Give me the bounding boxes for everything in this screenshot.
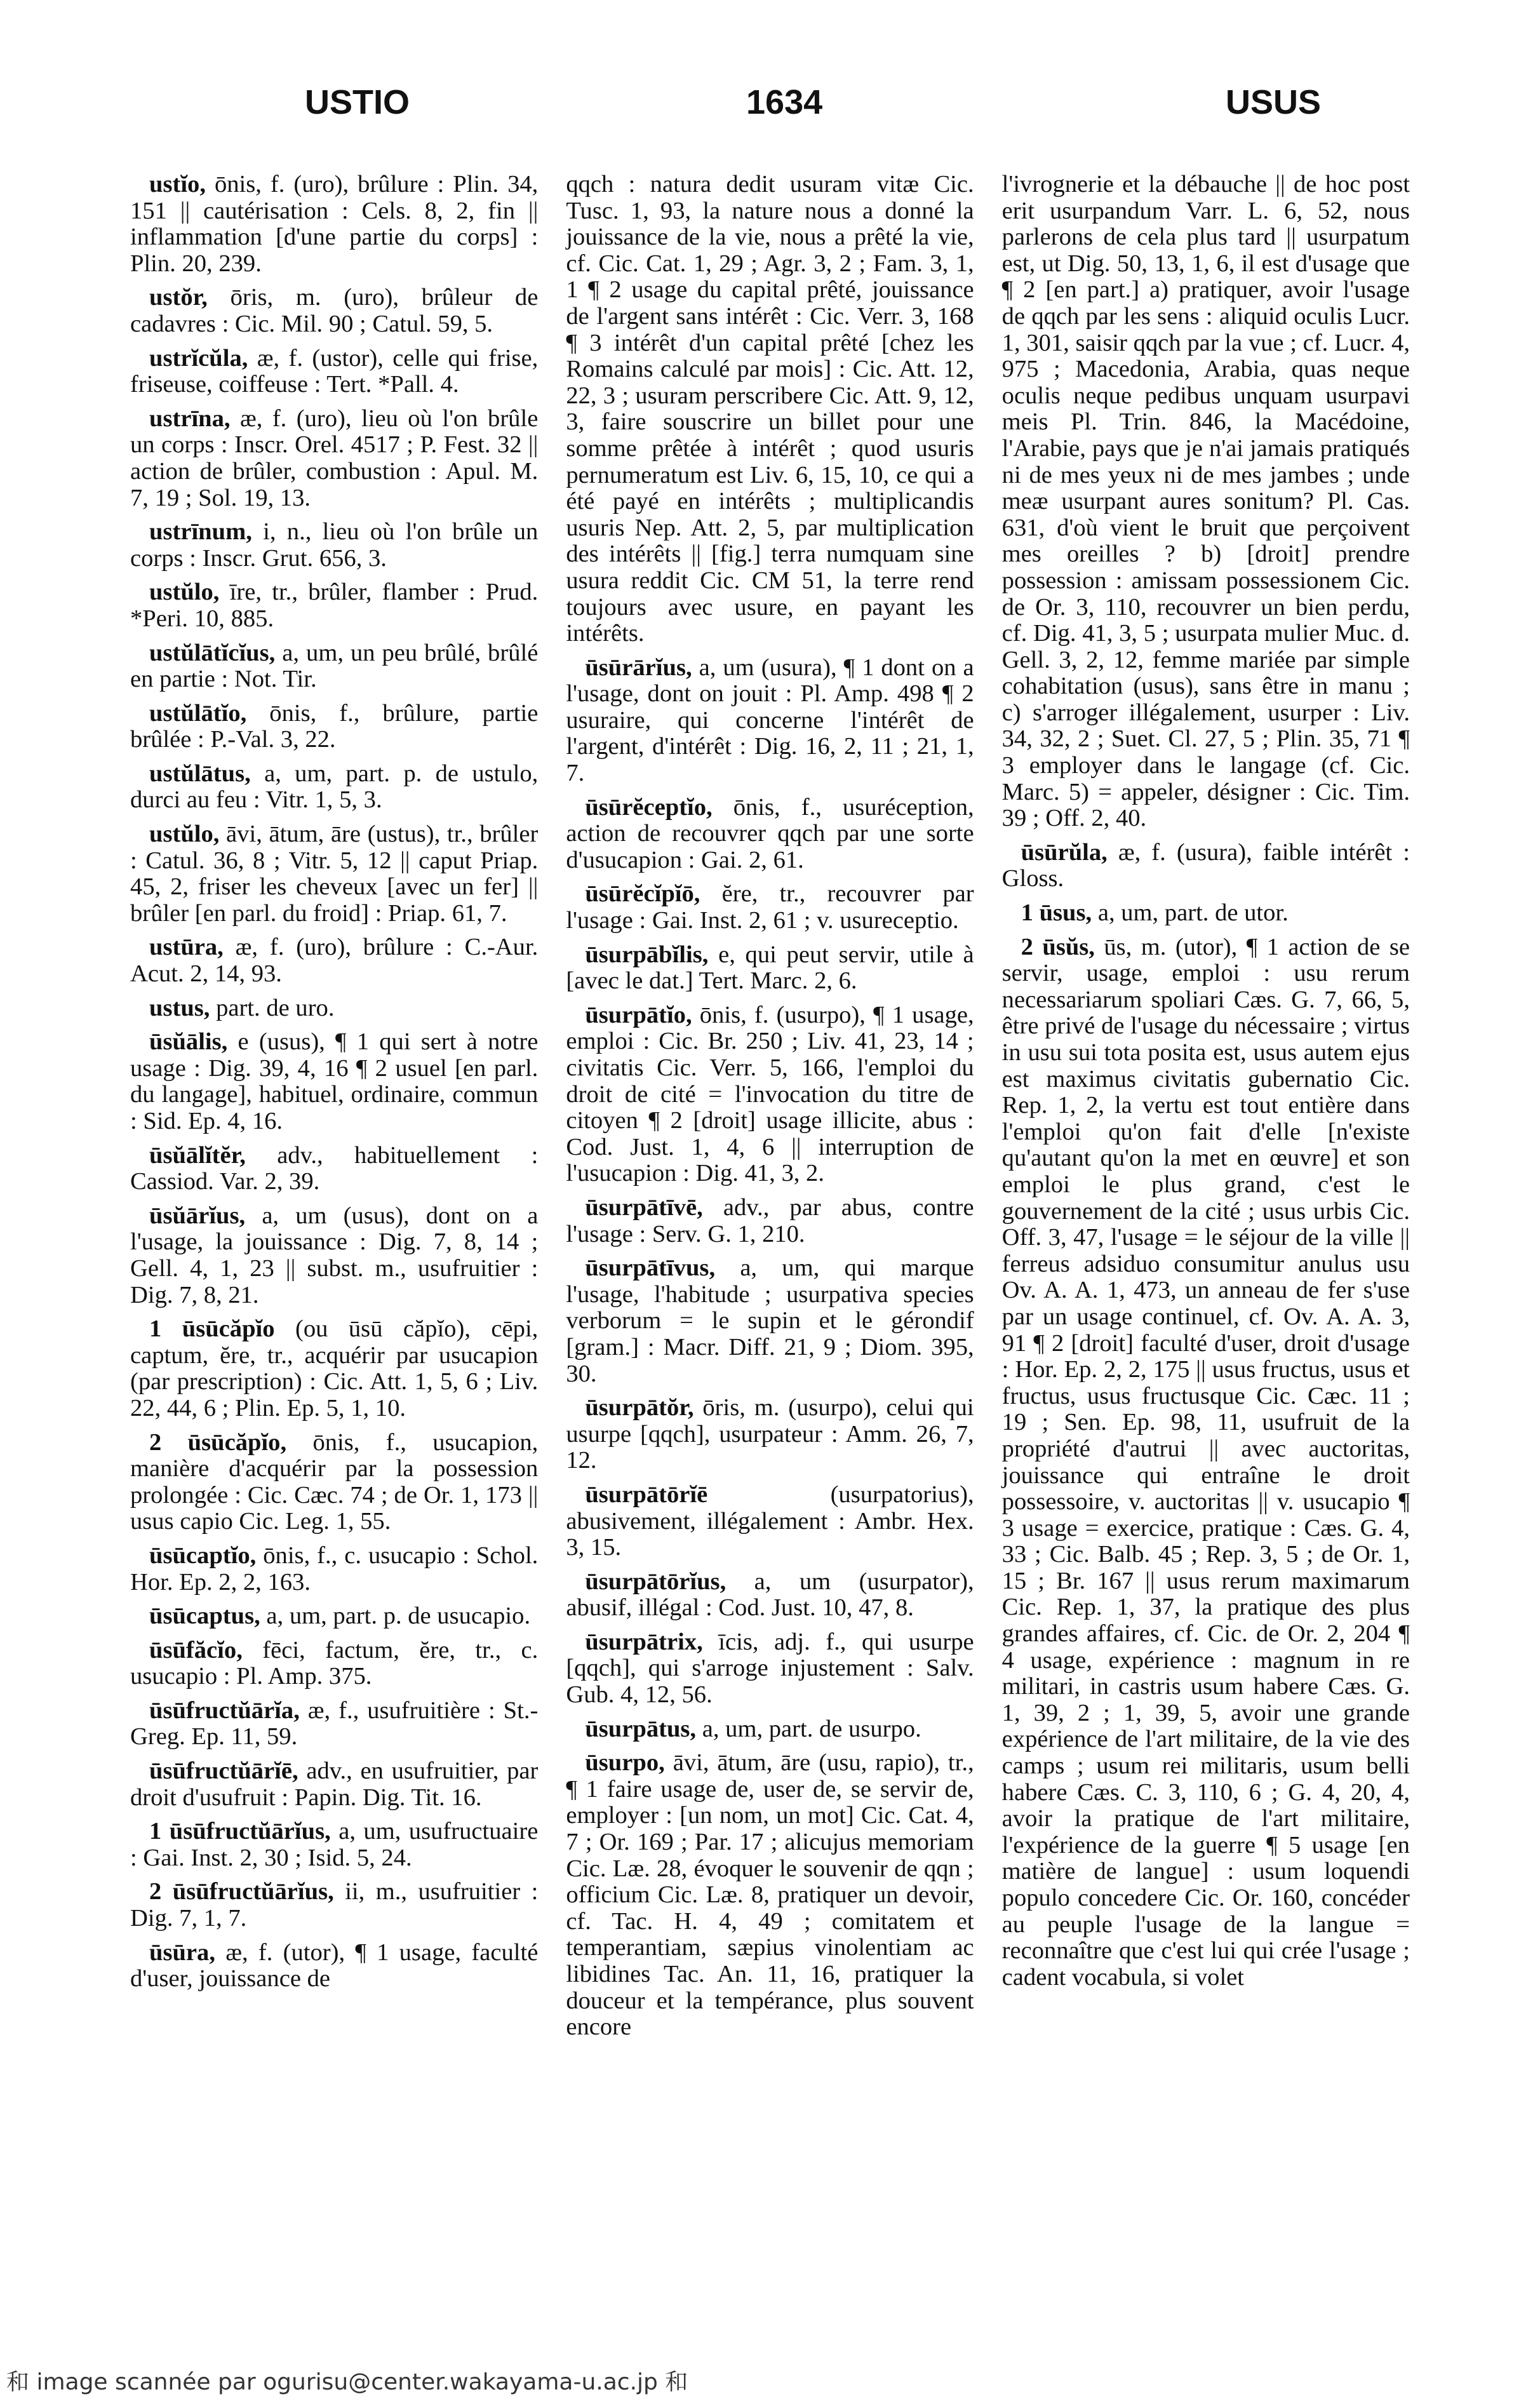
entry-headword: ūsūfăcĭo, bbox=[149, 1636, 243, 1663]
dictionary-entry bbox=[130, 934, 538, 987]
dictionary-entry bbox=[130, 1698, 538, 1751]
dictionary-entry bbox=[566, 795, 974, 874]
entry-text: æ, f. (utor), ¶ 1 usage, faculté d'user, jouissance de bbox=[130, 1939, 539, 1993]
dictionary-entry bbox=[566, 1482, 974, 1561]
entry-text: a, um, usufructuaire : Gai. Inst. 2, 30 ; Isid. 5, 24. bbox=[130, 1818, 539, 1871]
entry-headword: ustūra, bbox=[149, 934, 224, 961]
entry-headword: ustŭlātĭcĭus, bbox=[149, 639, 276, 666]
entry-text: ĕre, tr., recouvrer par l'usage : Gai. Inst. 2, 61 ; v. usureceptio. bbox=[566, 880, 974, 934]
entry-text: e (usus), ¶ 1 qui sert à notre usage : Dig. 39, 4, 16 ¶ 2 usuel [en parl. du langage], habituel, ordinaire, commun : Sid. Ep. 4, 16. bbox=[130, 1028, 539, 1134]
dictionary-entry bbox=[1002, 934, 1410, 1991]
entry-text: a, um (usurpator), abusif, illégal : Cod. Just. 10, 47, 8. bbox=[566, 1568, 974, 1622]
entry-headword: ūsŭālis, bbox=[149, 1028, 228, 1056]
entry-headword: ūsūfructŭārĭē, bbox=[149, 1757, 298, 1785]
entry-headword: ūsūrŭla, bbox=[1021, 838, 1108, 866]
dictionary-entry bbox=[566, 655, 974, 787]
entry-headword: 1 ūsūcăpĭo bbox=[149, 1315, 275, 1343]
entry-headword: ūsurpo, bbox=[585, 1749, 665, 1777]
entry-headword: ūsūfructŭārĭa, bbox=[149, 1697, 300, 1724]
dictionary-entry bbox=[566, 1716, 974, 1743]
entry-text: ōnis, f., brûlure, partie brûlée : P.-Val. 3, 22. bbox=[130, 699, 539, 753]
dictionary-entry bbox=[130, 1203, 538, 1308]
entry-headword: ustŭlātĭo, bbox=[149, 699, 247, 727]
column-1 bbox=[130, 171, 538, 2325]
column-2 bbox=[566, 171, 974, 2325]
entry-text: æ, f. (uro), brûlure : C.-Aur. Acut. 2, 14, 93. bbox=[130, 934, 539, 988]
dictionary-entry bbox=[130, 1543, 538, 1596]
entry-text: qqch : natura dedit usuram vitæ Cic. Tusc. 1, 93, la nature nous a donné la jouissance de la vie, nous a prêté la vie, cf. Cic. Cat. 1, 29 ; Agr. 3, 2 ; Fam. 3, 1, 1 ¶ 2 usage du capital prêté, jouissance de l'argent sans intérêt : Cic. Verr. 3, 168 ¶ 3 intérêt d'un capital prêté [chez les Romains calculé par mois] : Cic. Att. 12, 22, 3 ; usuram perscribere Cic. Att. 9, 12, 3, faire souscrire un billet pour une somme prêtée à intérêt ; quod usuris pernumeratum est Liv. 6, 15, 10, ce qui a été payé en intérêts ; multiplicandis usuris Nep. Att. 2, 5, par multiplication des intérêts || [fig.] terra numquam sine usura reddit Cic. CM 51, la terre rend toujours avec usure, en payant les intérêts. bbox=[566, 171, 974, 647]
entry-headword: ustĭo, bbox=[149, 171, 206, 198]
entry-text: ōnis, f., c. usucapio : Schol. Hor. Ep. 2, 2, 163. bbox=[130, 1542, 539, 1596]
entry-text: adv., en usufruitier, par droit d'usufruit : Papin. Dig. Tit. 16. bbox=[130, 1757, 539, 1811]
dictionary-entry bbox=[130, 579, 538, 632]
entry-headword: ūsurpātīvē, bbox=[585, 1193, 703, 1221]
header-right-guideword: USUS bbox=[1226, 83, 1322, 121]
entry-text: ii, m., usufruitier : Dig. 7, 1, 7. bbox=[130, 1878, 539, 1932]
entry-text: l'ivrognerie et la débauche || de hoc post erit usurpandum Varr. L. 6, 52, nous parlerons de cela plus tard || usurpatum est, ut Dig. 50, 13, 1, 6, il est d'usage que ¶ 2 [en part.] a) pratiquer, avoir l'usage de qqch par les sens : aliquid oculis Lucr. 1, 301, saisir qqch par la vue ; cf. Lucr. 4, 975 ; Macedonia, Arabia, quas neque oculis neque pedibus unquam usurpavi meis Pl. Trin. 846, la Macédoine, l'Arabie, pays que je n'ai jamais pratiqués ni de mes yeux ni de mes jambes ; unde meæ usurpant aures sonitum? Pl. Cas. 631, d'où vient le bruit que perçoivent mes oreilles ? b) [droit] prendre possession : amissam possessionem Cic. de Or. 3, 110, recouvrer un bien perdu, cf. Dig. 41, 3, 5 ; usurpata mulier Muc. d. Gell. 3, 2, 12, femme mariée par simple cohabitation (usus), sans être in manu ; c) s'arroger illégalement, usurper : Liv. 34, 32, 2 ; Suet. Cl. 27, 5 ; Plin. 35, 71 ¶ 3 employer dans le langage (cf. Cic. Marc. 5) = appeler, désigner : Cic. Tim. 39 ; Off. 2, 40. bbox=[1001, 171, 1410, 832]
entry-headword: ūsŭārĭus, bbox=[149, 1202, 246, 1229]
dictionary-entry bbox=[130, 519, 538, 572]
entry-text: æ, f. (usura), faible intérêt : Gloss. bbox=[1001, 838, 1410, 892]
dictionary-entry bbox=[130, 640, 538, 693]
column-3 bbox=[1002, 171, 1410, 2325]
entry-text: æ, f. (ustor), celle qui frise, friseuse, coiffeuse : Tert. *Pall. 4. bbox=[130, 344, 539, 398]
dictionary-entry bbox=[130, 346, 538, 398]
dictionary-entry bbox=[1002, 840, 1410, 892]
dictionary-entry bbox=[130, 761, 538, 814]
dictionary-entry bbox=[130, 1430, 538, 1535]
entry-headword: ūsurpātōrĭus, bbox=[585, 1568, 726, 1595]
header-left-guideword: USTIO bbox=[305, 83, 410, 121]
dictionary-entry bbox=[130, 171, 538, 277]
dictionary-entry bbox=[130, 1143, 538, 1195]
entry-headword: ūsūrārĭus, bbox=[585, 654, 692, 681]
entry-text: æ, f. (uro), lieu où l'on brûle un corps : Inscr. Orel. 4517 ; P. Fest. 32 || action de brûler, combustion : Apul. M. 7, 19 ; Sol. 19, 13. bbox=[130, 405, 539, 511]
entry-text: (usurpatorius), abusivement, illégalement : Ambr. Hex. 3, 15. bbox=[566, 1481, 974, 1561]
entry-text: i, n., lieu où l'on brûle un corps : Inscr. Grut. 656, 3. bbox=[130, 518, 539, 572]
dictionary-entry bbox=[566, 1255, 974, 1387]
entry-headword: ustŏr, bbox=[149, 284, 208, 311]
entry-headword: 1 ūsūfructŭārĭus, bbox=[149, 1818, 331, 1845]
dictionary-entry bbox=[566, 1395, 974, 1474]
entry-headword: ūsūra, bbox=[149, 1939, 215, 1966]
dictionary-entry bbox=[130, 1029, 538, 1134]
entry-text: ōnis, f. (uro), brûlure : Plin. 34, 151 || cautérisation : Cels. 8, 2, fin || inflammation [d'une partie du corps] : Plin. 20, 239. bbox=[130, 171, 539, 277]
entry-headword: ustus, bbox=[149, 994, 210, 1021]
entry-text: ōris, m. (usurpo), celui qui usurpe [qqch], usurpateur : Amm. 26, 7, 12. bbox=[566, 1394, 974, 1474]
entry-text: a, um, un peu brûlé, brûlé en partie : Not. Tir. bbox=[130, 639, 539, 693]
entry-headword: 2 ūsūcăpĭo, bbox=[149, 1428, 287, 1456]
entry-text: īcis, adj. f., qui usurpe [qqch], qui s'arroge injustement : Salv. Gub. 4, 12, 56. bbox=[566, 1628, 974, 1709]
dictionary-entry bbox=[130, 1603, 538, 1630]
dictionary-columns bbox=[130, 171, 1410, 2325]
dictionary-entry bbox=[130, 995, 538, 1022]
entry-headword: ustrĭcŭla, bbox=[149, 344, 248, 372]
entry-text: adv., habituellement : Cassiod. Var. 2, 39. bbox=[130, 1141, 539, 1195]
dictionary-entry bbox=[566, 1569, 974, 1622]
dictionary-entry bbox=[566, 942, 974, 995]
dictionary-entry bbox=[566, 1629, 974, 1709]
entry-headword: ustŭlātus, bbox=[149, 760, 251, 787]
dictionary-entry bbox=[130, 1940, 538, 1993]
dictionary-entry bbox=[130, 701, 538, 753]
dictionary-entry bbox=[130, 1316, 538, 1421]
entry-headword: ustŭlo, bbox=[149, 821, 220, 848]
entry-text: a, um, part. p. de usucapio. bbox=[260, 1603, 531, 1630]
entry-text: part. de uro. bbox=[210, 994, 335, 1021]
entry-text: a, um, qui marque l'usage, l'habitude ; usurpativa species verborum = le supin et le gérondif [gram.] : Macr. Diff. 21, 9 ; Diom. 395, 30. bbox=[566, 1254, 974, 1387]
entry-text: a, um, part. p. de ustulo, durci au feu : Vitr. 1, 5, 3. bbox=[130, 760, 539, 814]
entry-text: ōris, m. (uro), brûleur de cadavres : Cic. Mil. 90 ; Catul. 59, 5. bbox=[130, 284, 539, 337]
entry-headword: ūsurpātĭo, bbox=[585, 1001, 692, 1028]
dictionary-entry bbox=[130, 1818, 538, 1871]
entry-headword: ūsurpātŏr, bbox=[585, 1394, 694, 1421]
entry-text: (ou ūsū căpĭo), cēpi, captum, ĕre, tr., acquérir par usucapion (par prescription) : Cic. Att. 1, 5, 6 ; Liv. 22, 44, 6 ; Plin. Ep. 5, 1, 10. bbox=[130, 1315, 539, 1421]
entry-headword: ūsūcaptĭo, bbox=[149, 1542, 257, 1569]
entry-headword: ūsurpābĭlis, bbox=[585, 941, 709, 968]
entry-text: ōnis, f., usucapion, manière d'acquérir par la possession prolongée : Cic. Cæc. 74 ; de Or. 1, 173 || usus capio Cic. Leg. 1, 55. bbox=[130, 1428, 539, 1535]
entry-text: æ, f., usufruitière : St.-Greg. Ep. 11, 59. bbox=[130, 1697, 539, 1751]
dictionary-entry bbox=[566, 881, 974, 934]
entry-headword: ūsŭālĭtĕr, bbox=[149, 1141, 246, 1169]
entry-headword: ustrīnum, bbox=[149, 518, 252, 546]
entry-text: adv., par abus, contre l'usage : Serv. G. 1, 210. bbox=[566, 1193, 974, 1247]
entry-text: ōnis, f., usuréception, action de recouvrer qqch par une sorte d'usucapion : Gai. 2, 61. bbox=[566, 793, 974, 873]
dictionary-entry bbox=[566, 171, 974, 647]
entry-headword: ūsūrĕcĭpĭō, bbox=[585, 880, 700, 908]
entry-text: a, um (usus), dont on a l'usage, la jouissance : Dig. 7, 8, 14 ; Gell. 4, 1, 23 || subst. m., usufruitier : Dig. 7, 8, 21. bbox=[130, 1202, 539, 1308]
entry-headword: ustŭlo, bbox=[149, 579, 220, 606]
entry-text: āvi, ātum, āre (usu, rapio), tr., ¶ 1 faire usage de, user de, se servir de, employer : [un nom, un mot] Cic. Cat. 4, 7 ; Or. 169 ; Par. 17 ; alicujus memoriam Cic. Læ. 28, évoquer le souvenir de qqn ; officium Cic. Læ. 8, pratiquer un devoir, cf. Tac. H. 4, 49 ; comitatem et temperantiam, sæpius vinolentiam ac libidines Tac. An. 11, 16, pratiquer la douceur et la tempérance, plus souvent encore bbox=[566, 1749, 974, 2041]
dictionary-entry bbox=[1002, 171, 1410, 832]
entry-text: a, um, part. de usurpo. bbox=[696, 1715, 921, 1742]
entry-headword: ūsurpātus, bbox=[585, 1715, 697, 1742]
dictionary-entry bbox=[130, 821, 538, 927]
dictionary-entry bbox=[130, 1758, 538, 1811]
dictionary-entry bbox=[566, 1750, 974, 2041]
dictionary-entry bbox=[566, 1195, 974, 1247]
entry-text: fēci, factum, ĕre, tr., c. usucapio : Pl. Amp. 375. bbox=[130, 1636, 539, 1690]
entry-headword: ūsurpātrix, bbox=[585, 1628, 703, 1655]
entry-text: āvi, ātum, āre (ustus), tr., brûler : Catul. 36, 8 ; Vitr. 5, 12 || caput Priap. 45, 2, friser les cheveux [avec un fer] || brûler [en parl. du froid] : Priap. 61, 7. bbox=[130, 821, 539, 927]
entry-headword: ūsurpātōrĭē bbox=[585, 1481, 708, 1508]
entry-text: e, qui peut servir, utile à [avec le dat.] Tert. Marc. 2, 6. bbox=[566, 941, 974, 995]
entry-headword: ustrīna, bbox=[149, 405, 231, 432]
entry-text: ūs, m. (utor), ¶ 1 action de se servir, usage, emploi : usu rerum necessariarum spoliari Cæs. G. 7, 66, 5, être privé de l'usage du nécessaire ; virtus in usu sui tota posita est, usus autem ejus est maximus civitatis gubernatio Cic. Rep. 1, 2, la vertu est tout entière dans l'emploi qu'on fait d'elle [n'existe qu'autant qu'on la met en œuvre] et son emploi le plus grand, c'est le gouvernement de la cité ; usus urbis Cic. Off. 3, 47, l'usage = le séjour de la ville || ferreus adsiduo consumitur anulus usu Ov. A. A. 1, 473, un anneau de fer s'use par un usage continuel, cf. Ov. A. A. 3, 91 ¶ 2 [droit] faculté d'user, droit d'usage : Hor. Ep. 2, 2, 175 || usus fructus, usus et fructus, usus fructusque Cic. Cæc. 11 ; 19 ; Sen. Ep. 98, 11, usufruit de la propriété d'autrui || avec auctoritas, jouissance qui entraîne le droit possessoire, v. auctoritas || v. usucapio ¶ 3 usage = exercice, pratique : Cæs. G. 4, 33 ; Cic. Balb. 45 ; Rep. 3, 5 ; de Or. 1, 15 ; Br. 167 || usus rerum maximarum Cic. Rep. 1, 37, la pratique des plus grandes affaires, cf. Cic. de Or. 2, 204 ¶ 4 usage, expérience : magnum in re militari, in castris usum habere Cæs. G. 1, 39, 2 ; 1, 39, 5, avoir une grande expérience de l'art militaire, de la vie des camps ; usum rei militaris, usum belli habere Cæs. C. 3, 110, 6 ; G. 4, 20, 4, avoir la pratique de l'art militaire, l'expérience de la guerre ¶ 5 usage [en matière de langue] : usum loquendi populo concedere Cic. Or. 160, concéder au peuple l'usage de la langue = reconnaître que c'est lui qui crée l'usage ; cadent vocabula, si volet bbox=[1001, 933, 1410, 1991]
dictionary-entry bbox=[130, 1637, 538, 1690]
page-header bbox=[0, 83, 1540, 133]
dictionary-entry bbox=[130, 1879, 538, 1932]
entry-headword: 1 ūsus, bbox=[1021, 899, 1092, 927]
entry-headword: ūsurpātīvus, bbox=[585, 1254, 716, 1282]
scan-credit: 和 image scannée par ogurisu@center.wakayama-u.ac.jp 和 bbox=[6, 2369, 688, 2395]
entry-headword: 2 ūsūfructŭārĭus, bbox=[149, 1878, 334, 1905]
dictionary-entry bbox=[130, 285, 538, 337]
page-number: 1634 bbox=[746, 83, 823, 121]
dictionary-entry bbox=[130, 406, 538, 511]
entry-headword: 2 ūsŭs, bbox=[1021, 933, 1095, 960]
entry-text: īre, tr., brûler, flamber : Prud. *Peri. 10, 885. bbox=[130, 579, 539, 632]
entry-text: a, um, part. de utor. bbox=[1092, 899, 1289, 927]
entry-text: ōnis, f. (usurpo), ¶ 1 usage, emploi : Cic. Br. 250 ; Liv. 41, 23, 14 ; civitatis Cic. Verr. 5, 166, l'emploi du droit de cité = l'invocation du titre de citoyen ¶ 2 [droit] usage illicite, abus : Cod. Just. 1, 4, 6 || interruption de l'usucapion : Dig. 41, 3, 2. bbox=[566, 1001, 974, 1187]
entry-headword: ūsūrĕceptĭo, bbox=[585, 793, 713, 821]
entry-text: a, um (usura), ¶ 1 dont on a l'usage, dont on jouit : Pl. Amp. 498 ¶ 2 usuraire, qui concerne l'intérêt de l'argent, d'intérêt : Dig. 16, 2, 11 ; 21, 1, 7. bbox=[566, 654, 974, 787]
entry-headword: ūsūcaptus, bbox=[149, 1603, 260, 1630]
dictionary-entry bbox=[1002, 900, 1410, 927]
dictionary-entry bbox=[566, 1002, 974, 1187]
